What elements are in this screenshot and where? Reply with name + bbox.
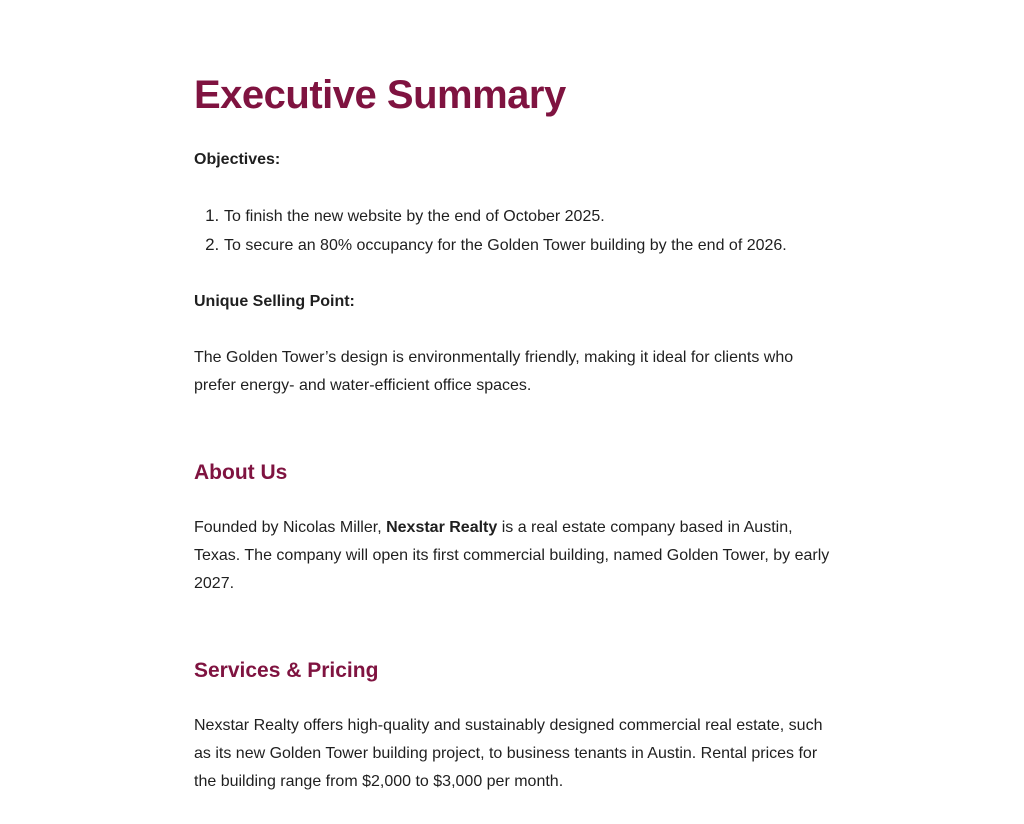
- objectives-list: [194, 202, 834, 260]
- objectives-label: Objectives:: [194, 151, 281, 168]
- services-text: Nexstar Realty offers high-quality and sustainably designed commercial real estate, such as its new Golden Tower building project, to business tenants in Austin. Rental prices for the building range from $2,000 to $3,000 per month.: [194, 717, 823, 790]
- about-heading: About Us: [194, 461, 288, 484]
- about-text: [194, 514, 834, 598]
- objective-item-2: 2. To secure an 80% occupancy for the Golden Tower building by the end of 2026.: [224, 231, 834, 260]
- usp-text: The Golden Tower’s design is environmentally friendly, making it ideal for clients who prefer energy- and water-efficient office spaces.: [194, 349, 794, 394]
- services-heading: Services & Pricing: [194, 659, 379, 682]
- page-title: Executive Summary: [194, 73, 566, 117]
- about-text-before: Founded by Nicolas Miller,: [194, 519, 387, 536]
- about-text-after: is a real estate company based in Austin, Texas. The company will open its first commercial building, named Golden Tower, by early 2027.: [194, 519, 830, 592]
- document-content: [194, 70, 834, 796]
- objective-item-1: 1. To finish the new website by the end of October 2025.: [224, 202, 834, 231]
- company-name: Nexstar Realty: [386, 519, 498, 536]
- usp-label: Unique Selling Point:: [194, 293, 355, 310]
